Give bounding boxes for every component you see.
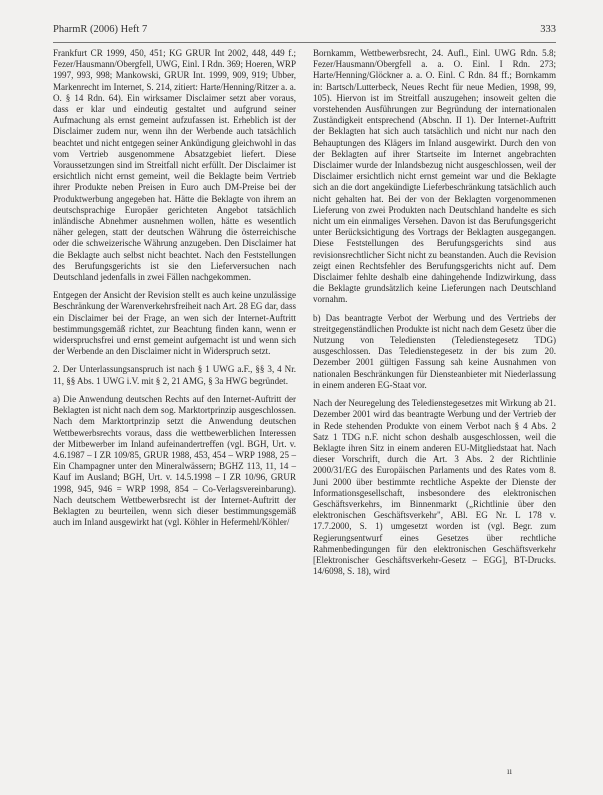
running-header [53,24,556,42]
paragraph: Entgegen der Ansicht der Revision stellt es auch keine unzulässige Beschränkung der Warenverkehrsfreiheit nach Art. 28 EG dar, dass ein Disclaimer bei der Frage, an wen sich der Internet-Auftritt bestimmungsgemäß richtet, zur Beachtung finden kann, wenn er widerspruchsfrei und ernst gemeint aufgemacht ist und wenn sich der Werbende an den Disclaimer nicht in Widerspruch setzt. [53,290,296,357]
paragraph: b) Das beantragte Verbot der Werbung und des Vertriebs der streitgegenständlichen Produkte ist nicht nach dem Gesetz über die Nutzung von Telediensten (Teledienstegesetz TDG) ausgeschlossen. Das Teledienstegesetz in der bis zum 20. Dezember 2001 gültigen Fassung sah keine Ausnahmen von nationalen Beschränkungen für Diensteanbieter mit Niederlassung in einem anderen EG-Staat vor. [313,312,556,390]
left-column [53,48,296,528]
page-number: 333 [540,24,556,35]
journal-title: PharmR (2006) Heft 7 [53,24,148,35]
footer-mark: ıı [507,766,513,776]
paragraph: Frankfurt CR 1999, 450, 451; KG GRUR Int 2002, 448, 449 f.; Fezer/Hausmann/Obergfell, UWG, Einl. I Rdn. 369; Hoeren, WRP 1997, 993, 998; Mankowski, GRUR Int. 1999, 909, 919; Ubber, Markenrecht im Internet, S. 214, zitiert: Harte/Henning/Ritzer a. a. O. § 14 Rdn. 64). Ein wirksamer Disclaimer setzt aber voraus, dass er klar und eindeutig gestaltet und aufgrund seiner Aufmachung als ernst gemeint aufzufassen ist. Erheblich ist der Disclaimer zudem nur, wenn ihn der Werbende auch tatsächlich beachtet und nicht entgegen seiner Ankündigung gleichwohl in das vom Vertrieb ausgenommene Absatzgebiet liefert. Diese Voraussetzungen sind im Streitfall nicht erfüllt. Der Disclaimer ist ersichtlich nicht ernst gemeint, weil die Beklagte beim Vertrieb ihrer Produkte neben Preisen in Euro auch DM-Preise bei der Produktwerbung angegeben hat. Hätte die Beklagte von ihrem an deutschsprachige Europäer gerichteten Angebot tatsächlich inländische Abnehmer ausnehmen wollen, hätte es wesentlich näher gelegen, statt der deutschen Währung die österreichische oder die schweizerische Währung anzugeben. Den Disclaimer hat die Beklagte auch selbst nicht beachtet. Nach den Feststellungen des Berufungsgerichts ist sie den Lieferversuchen nach Deutschland jedenfalls in zwei Fällen nachgekommen. [53,48,296,283]
paragraph: 2. Der Unterlassungsanspruch ist nach § 1 UWG a.F., §§ 3, 4 Nr. 11, §§ Abs. 1 UWG i.V. mit § 2, 21 AMG, § 3a HWG begründet. [53,364,296,386]
right-column [313,48,556,577]
header-rule [53,42,556,43]
paragraph: Nach der Neuregelung des Teledienstegesetzes mit Wirkung ab 21. Dezember 2001 wird das beantragte Werbung und der Vertrieb der in Rede stehenden Produkte von einem Verbot nach § 4 Abs. 2 Satz 1 TDG n.F. nicht schon deshalb ausgeschlossen, weil die Beklagte ihren Sitz in einem anderen EU-Mitgliedstaat hat. Nach dieser Vorschrift, durch die Art. 3 Abs. 2 der Richtlinie 2000/31/EG des Europäischen Parlaments und des Rates vom 8. Juni 2000 über bestimmte rechtliche Aspekte der Dienste der Informationsgesellschaft, insbesondere des elektronischen Geschäftsverkehrs, im Binnenmarkt („Richtlinie über den elektronischen Geschäftsverkehr", ABl. EG Nr. L 178 v. 17.7.2000, S. 1) umgesetzt worden ist (vgl. Begr. zum Regierungsentwurf eines Gesetzes über rechtliche Rahmenbedingungen für den elektronischen Geschäftsverkehr [Elektronischer Geschäftsverkehr-Gesetz – EGG], BT-Drucks. 14/6098, S. 18), wird [313,398,556,577]
paragraph: Bornkamm, Wettbewerbsrecht, 24. Aufl., Einl. UWG Rdn. 5.8; Fezer/Hausmann/Obergfell a. a. O. Einl. I Rdn. 273; Harte/Henning/Glöckner a. a. O. Einl. C Rdn. 84 ff.; Bornkamm in: Bartsch/Lutterbeck, Neues Recht für neue Medien, 1998, 99, 105). Hiervon ist im Streitfall auszugehen; insoweit gelten die vorstehenden Ausführungen zur Begründung der internationalen Zuständigkeit entsprechend (Abschn. II 1). Der Internet-Auftritt der Beklagten hat sich auch tatsächlich und nicht nur nach den Behauptungen des Klägers im Inland ausgewirkt. Durch den von der Beklagten auf ihrer Startseite im Internet angebrachten Disclaimer wurde der Inlandsbezug nicht ausgeschlossen, weil der Disclaimer ersichtlich nicht ernst gemeint war und die Beklagte sich an die dort angekündigte Lieferbeschränkung tatsächlich auch nicht gehalten hat. Bei der von der Beklagten vorgenommenen Lieferung von zwei Produkten nach Deutschland handelte es sich nicht um ein einmaliges Versehen. Davon ist das Berufungsgericht unter Berücksichtigung des Vortrags der Beklagten ausgegangen. Diese Feststellungen des Berufungsgerichts sind aus revisionsrechtlicher Sicht nicht zu beanstanden. Auch die Revision zeigt einen Rechtsfehler des Berufungsgerichts nicht auf. Dem Disclaimer fehlte deshalb eine dahingehende Indizwirkung, dass die Beklagte grundsätzlich keine Lieferungen nach Deutschland vornahm. [313,48,556,305]
paragraph: a) Die Anwendung deutschen Rechts auf den Internet-Auftritt der Beklagten ist nicht nach dem sog. Marktortprinzip ausgeschlossen. Nach dem Marktortprinzip setzt die Anwendung deutschen Wettbewerbsrechts voraus, dass die wettbewerblichen Interessen der Mitbewerber im Inland aufeinandertreffen (vgl. BGH, Urt. v. 4.6.1987 – I ZR 109/85, GRUR 1988, 453, 454 – WRP 1988, 25 – Ein Champagner unter den Mineralwässern; BGHZ 113, 11, 14 – Kauf im Ausland; BGH, Urt. v. 14.5.1998 – I ZR 10/96, GRUR 1998, 945, 946 = WRP 1998, 854 – Co-Verlagsvereinbarung). Nach deutschem Wettbewerbsrecht ist der Internet-Auftritt der Beklagten zu beurteilen, wenn sich dieser bestimmungsgemäß auch im Inland ausgewirkt hat (vgl. Köhler in Hefermehl/Köhler/ [53,393,296,528]
